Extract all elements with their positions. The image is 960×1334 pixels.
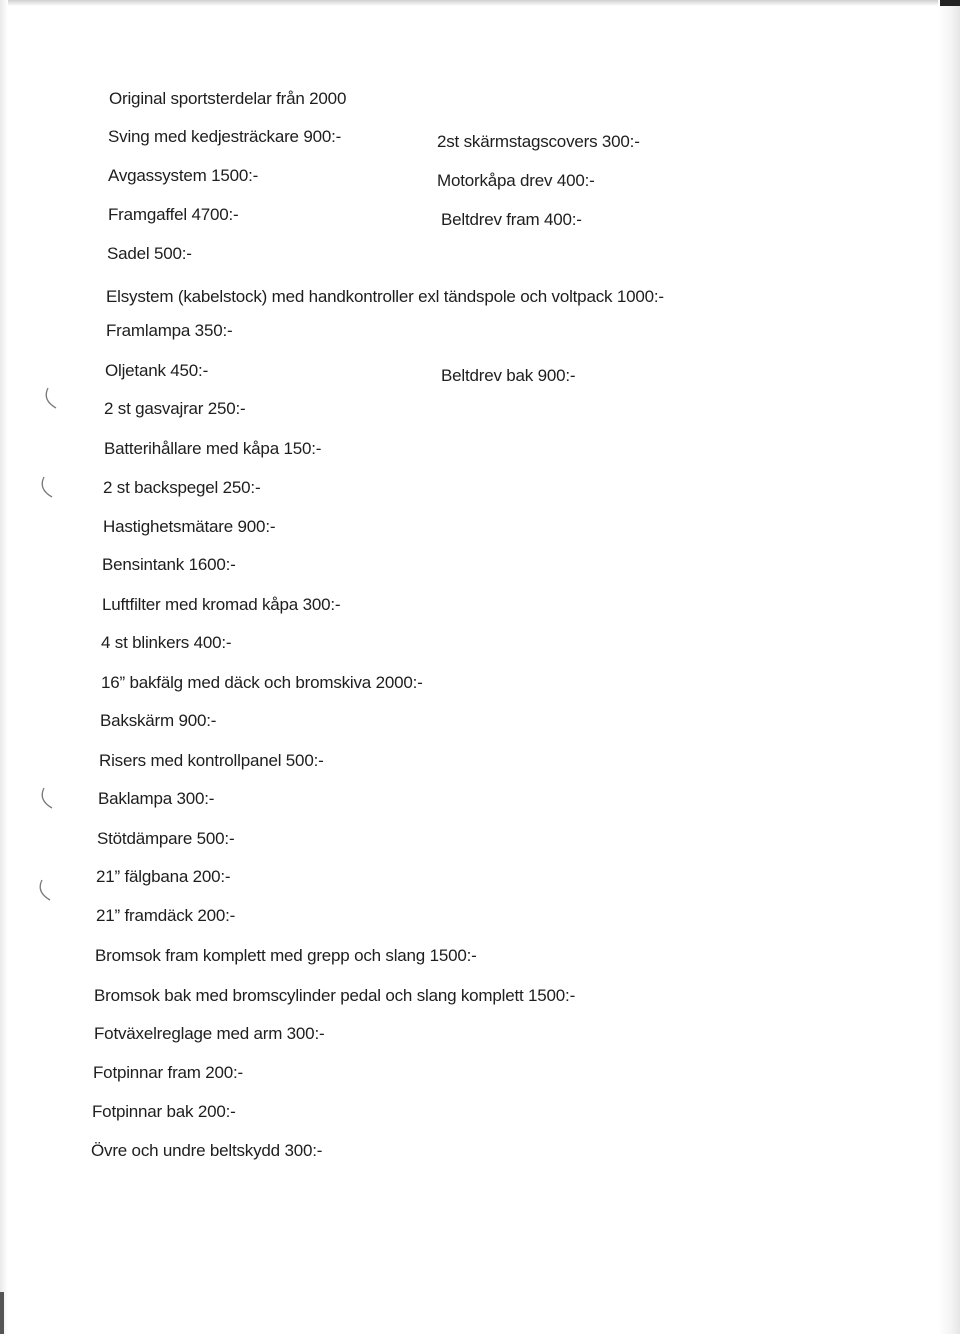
binder-hole-icon [40, 386, 60, 412]
list-item-right: 2st skärmstagscovers 300:- [437, 132, 640, 151]
list-item: Hastighetsmätare 900:- [103, 517, 276, 536]
list-item-right: Beltdrev fram 400:- [441, 210, 582, 229]
scan-edge-mark [0, 1292, 4, 1334]
list-item: 16” bakfälg med däck och bromskiva 2000:- [101, 673, 423, 692]
list-item: Bromsok bak med bromscylinder pedal och slang komplett 1500:- [94, 986, 576, 1005]
binder-hole-icon [34, 878, 54, 904]
document-heading: Original sportsterdelar från 2000 [109, 89, 347, 108]
scan-right-shadow [938, 0, 960, 1334]
scan-top-shadow [0, 0, 960, 6]
list-item: Sadel 500:- [107, 244, 192, 263]
list-item: Fotväxelreglage med arm 300:- [94, 1024, 325, 1043]
list-item: Framgaffel 4700:- [108, 205, 239, 224]
list-item: Fotpinnar bak 200:- [92, 1102, 236, 1121]
scan-corner-mark [940, 0, 960, 6]
list-item: Sving med kedjesträckare 900:- [108, 127, 342, 146]
list-item: Bakskärm 900:- [100, 711, 217, 730]
scan-left-shadow [0, 0, 8, 1334]
list-item: 2 st backspegel 250:- [103, 478, 261, 497]
list-item: Risers med kontrollpanel 500:- [99, 751, 324, 770]
list-item: Framlampa 350:- [106, 321, 233, 340]
list-item: 21” fälgbana 200:- [96, 867, 231, 886]
list-item: Fotpinnar fram 200:- [93, 1063, 244, 1082]
binder-hole-icon [36, 786, 56, 812]
list-item-right: Beltdrev bak 900:- [441, 366, 576, 385]
list-item: Övre och undre beltskydd 300:- [91, 1141, 323, 1160]
list-item: Avgassystem 1500:- [108, 166, 259, 185]
list-item: Elsystem (kabelstock) med handkontroller exl tändspole och voltpack 1000:- [106, 287, 664, 306]
list-item: Baklampa 300:- [98, 789, 215, 808]
binder-hole-icon [36, 475, 56, 501]
list-item: Batterihållare med kåpa 150:- [104, 439, 322, 458]
list-item: 2 st gasvajrar 250:- [104, 399, 246, 418]
list-item: Oljetank 450:- [105, 361, 209, 380]
list-item: 4 st blinkers 400:- [101, 633, 232, 652]
list-item: Stötdämpare 500:- [97, 829, 235, 848]
list-item: 21” framdäck 200:- [96, 906, 236, 925]
list-item-right: Motorkåpa drev 400:- [437, 171, 595, 190]
list-item: Bromsok fram komplett med grepp och slang 1500:- [95, 946, 477, 965]
list-item: Bensintank 1600:- [102, 555, 236, 574]
list-item: Luftfilter med kromad kåpa 300:- [102, 595, 341, 614]
